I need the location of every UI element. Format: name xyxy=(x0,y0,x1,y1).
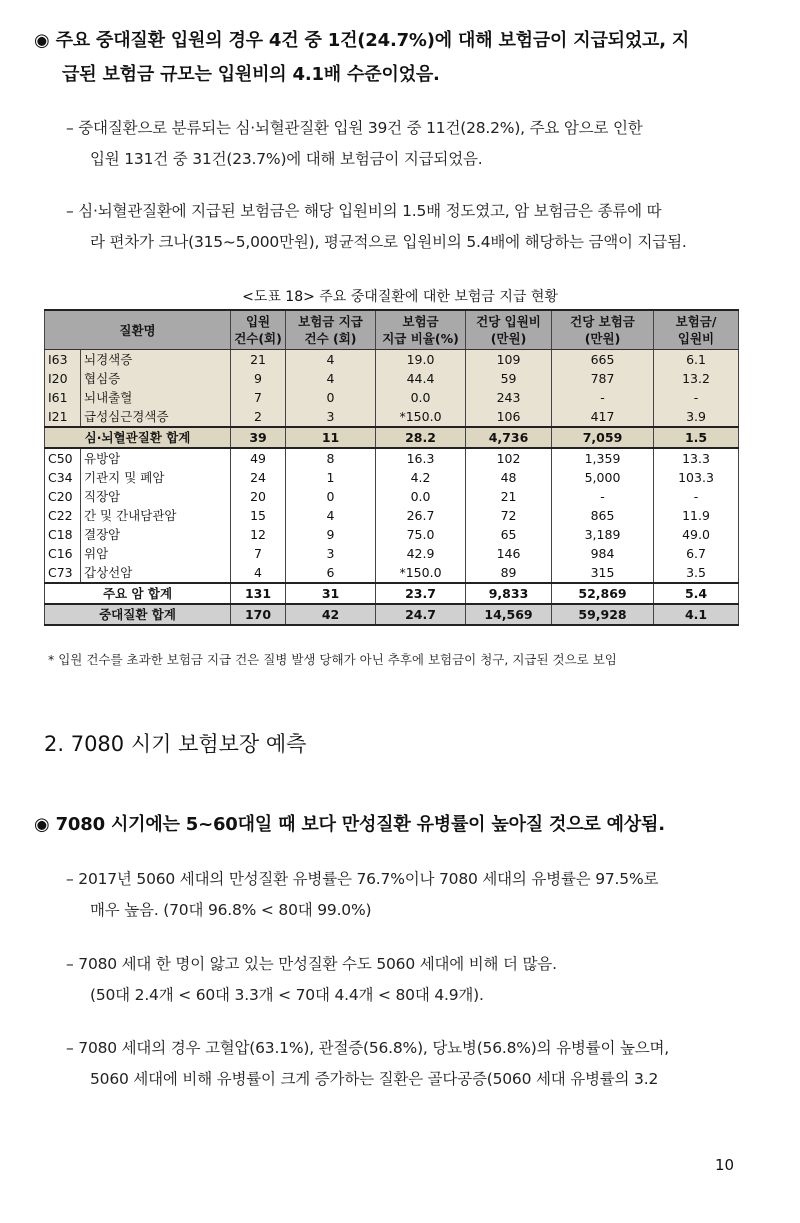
detail-item-5 xyxy=(0,1033,800,1095)
row-benefit: 52,869 xyxy=(552,583,654,604)
row-cost: 14,569 xyxy=(466,604,552,625)
row-name: 갑상선암 xyxy=(81,563,231,583)
row-payouts: 42 xyxy=(286,604,376,625)
row-name: 뇌경색증 xyxy=(81,350,231,370)
row-code: C20 xyxy=(45,487,81,506)
row-name: 중대질환 합계 xyxy=(45,604,231,625)
summary-paragraph xyxy=(0,24,800,92)
row-name: 결장암 xyxy=(81,525,231,544)
row-multiple: 6.7 xyxy=(654,544,739,563)
row-cost: 9,833 xyxy=(466,583,552,604)
row-admissions: 24 xyxy=(231,468,286,487)
row-cost: 102 xyxy=(466,448,552,468)
table-row xyxy=(45,448,739,468)
forecast-line: 7080 시기에는 5~60대일 때 보다 만성질환 유병률이 높아질 것으로 예상됨. xyxy=(55,814,665,835)
row-cost: 243 xyxy=(466,388,552,407)
row-payouts: 6 xyxy=(286,563,376,583)
row-cost: 65 xyxy=(466,525,552,544)
row-payouts: 11 xyxy=(286,427,376,448)
row-cost: 48 xyxy=(466,468,552,487)
row-ratio: *150.0 xyxy=(376,407,466,427)
page-number: 10 xyxy=(715,1156,735,1174)
row-benefit: 5,000 xyxy=(552,468,654,487)
row-payouts: 31 xyxy=(286,583,376,604)
row-multiple: 3.9 xyxy=(654,407,739,427)
row-admissions: 4 xyxy=(231,563,286,583)
row-multiple: 11.9 xyxy=(654,506,739,525)
row-name: 심·뇌혈관질환 합계 xyxy=(45,427,231,448)
col-header-payouts: 보험금 지급 건수 (회) xyxy=(286,310,376,350)
summary-line-2: 급된 보험금 규모는 입원비의 4.1배 수준이었음. xyxy=(62,64,440,85)
row-multiple: 13.2 xyxy=(654,369,739,388)
row-payouts: 4 xyxy=(286,369,376,388)
row-admissions: 7 xyxy=(231,544,286,563)
row-cost: 146 xyxy=(466,544,552,563)
detail-line: – 심·뇌혈관질환에 지급된 보험금은 해당 입원비의 1.5배 정도였고, 암 보험금은 종류에 따 xyxy=(66,202,662,220)
table-body xyxy=(45,350,739,626)
row-admissions: 20 xyxy=(231,487,286,506)
row-code: C50 xyxy=(45,448,81,468)
table-caption: <도표 18> 주요 중대질환에 대한 보험금 지급 현황 xyxy=(242,289,558,305)
row-payouts: 4 xyxy=(286,350,376,370)
table-footnote: * 입원 건수를 초과한 보험금 지급 건은 질병 발생 당해가 아닌 추후에 보험금이 청구, 지급된 것으로 보임 xyxy=(48,652,617,667)
row-benefit: 417 xyxy=(552,407,654,427)
row-admissions: 15 xyxy=(231,506,286,525)
detail-line: – 중대질환으로 분류되는 심·뇌혈관질환 입원 39건 중 11건(28.2%), 주요 암으로 인한 xyxy=(66,119,643,137)
row-code: C22 xyxy=(45,506,81,525)
row-ratio: 23.7 xyxy=(376,583,466,604)
forecast-paragraph xyxy=(0,808,800,842)
row-benefit: 315 xyxy=(552,563,654,583)
row-name: 뇌내출혈 xyxy=(81,388,231,407)
row-code: I63 xyxy=(45,350,81,370)
row-payouts: 0 xyxy=(286,388,376,407)
row-name: 위암 xyxy=(81,544,231,563)
row-multiple: 3.5 xyxy=(654,563,739,583)
detail-line: – 7080 세대의 경우 고혈압(63.1%), 관절증(56.8%), 당뇨병(56.8%)의 유병률이 높으며, xyxy=(66,1039,670,1057)
row-payouts: 3 xyxy=(286,407,376,427)
row-admissions: 170 xyxy=(231,604,286,625)
row-ratio: 16.3 xyxy=(376,448,466,468)
col-header-admissions: 입원 건수(회) xyxy=(231,310,286,350)
row-name: 유방암 xyxy=(81,448,231,468)
table-row xyxy=(45,563,739,583)
row-code: I20 xyxy=(45,369,81,388)
row-benefit: 59,928 xyxy=(552,604,654,625)
row-payouts: 0 xyxy=(286,487,376,506)
row-cost: 72 xyxy=(466,506,552,525)
row-benefit: - xyxy=(552,388,654,407)
row-cost: 106 xyxy=(466,407,552,427)
row-payouts: 1 xyxy=(286,468,376,487)
row-multiple: 49.0 xyxy=(654,525,739,544)
row-name: 급성심근경색증 xyxy=(81,407,231,427)
row-name: 협심증 xyxy=(81,369,231,388)
detail-item-1 xyxy=(0,113,800,175)
detail-item-3 xyxy=(0,864,800,926)
row-ratio: 75.0 xyxy=(376,525,466,544)
detail-line: 매우 높음. (70대 96.8% < 80대 99.0%) xyxy=(90,901,372,919)
row-payouts: 8 xyxy=(286,448,376,468)
row-ratio: *150.0 xyxy=(376,563,466,583)
row-admissions: 21 xyxy=(231,350,286,370)
row-ratio: 28.2 xyxy=(376,427,466,448)
detail-line: 라 편차가 크나(315~5,000만원), 평균적으로 입원비의 5.4배에 해당하는 금액이 지급됨. xyxy=(90,233,687,251)
row-benefit: 787 xyxy=(552,369,654,388)
row-name: 직장암 xyxy=(81,487,231,506)
table-row xyxy=(45,350,739,370)
row-ratio: 42.9 xyxy=(376,544,466,563)
table-row xyxy=(45,506,739,525)
row-benefit: 665 xyxy=(552,350,654,370)
row-ratio: 0.0 xyxy=(376,388,466,407)
col-header-benefit: 건당 보험금 (만원) xyxy=(552,310,654,350)
row-benefit: 1,359 xyxy=(552,448,654,468)
row-cost: 4,736 xyxy=(466,427,552,448)
row-cost: 89 xyxy=(466,563,552,583)
section-heading: 2. 7080 시기 보험보장 예측 xyxy=(44,732,307,756)
row-multiple: - xyxy=(654,487,739,506)
row-code: C18 xyxy=(45,525,81,544)
row-name: 주요 암 합계 xyxy=(45,583,231,604)
row-benefit: 865 xyxy=(552,506,654,525)
detail-item-4 xyxy=(0,949,800,1011)
subtotal-row-cancer xyxy=(45,583,739,604)
row-benefit: 984 xyxy=(552,544,654,563)
row-benefit: - xyxy=(552,487,654,506)
row-ratio: 24.7 xyxy=(376,604,466,625)
row-admissions: 9 xyxy=(231,369,286,388)
table-row xyxy=(45,468,739,487)
row-code: C16 xyxy=(45,544,81,563)
row-name: 간 및 간내담관암 xyxy=(81,506,231,525)
row-admissions: 131 xyxy=(231,583,286,604)
row-multiple: 13.3 xyxy=(654,448,739,468)
col-header-disease: 질환명 xyxy=(45,310,231,350)
row-code: I61 xyxy=(45,388,81,407)
row-code: C34 xyxy=(45,468,81,487)
subtotal-row-cardiovascular xyxy=(45,427,739,448)
table-header-row xyxy=(45,310,739,350)
row-ratio: 19.0 xyxy=(376,350,466,370)
table-row xyxy=(45,487,739,506)
table-row xyxy=(45,525,739,544)
row-benefit: 3,189 xyxy=(552,525,654,544)
bullet-icon: ◉ xyxy=(34,30,50,51)
grand-total-row xyxy=(45,604,739,625)
detail-line: 입원 131건 중 31건(23.7%)에 대해 보험금이 지급되었음. xyxy=(90,150,483,168)
row-multiple: 6.1 xyxy=(654,350,739,370)
row-admissions: 39 xyxy=(231,427,286,448)
row-cost: 109 xyxy=(466,350,552,370)
row-code: I21 xyxy=(45,407,81,427)
row-ratio: 26.7 xyxy=(376,506,466,525)
row-multiple: 1.5 xyxy=(654,427,739,448)
row-admissions: 2 xyxy=(231,407,286,427)
row-multiple: 5.4 xyxy=(654,583,739,604)
row-admissions: 7 xyxy=(231,388,286,407)
table-row xyxy=(45,544,739,563)
row-name: 기관지 및 폐암 xyxy=(81,468,231,487)
detail-line: – 7080 세대 한 명이 앓고 있는 만성질환 수도 5060 세대에 비해 더 많음. xyxy=(66,955,557,973)
row-ratio: 44.4 xyxy=(376,369,466,388)
row-admissions: 49 xyxy=(231,448,286,468)
summary-line-1: 주요 중대질환 입원의 경우 4건 중 1건(24.7%)에 대해 보험금이 지급되었고, 지 xyxy=(55,30,690,51)
table-row xyxy=(45,369,739,388)
col-header-ratio: 보험금 지급 비율(%) xyxy=(376,310,466,350)
row-payouts: 4 xyxy=(286,506,376,525)
detail-line: 5060 세대에 비해 유병률이 크게 증가하는 질환은 골다공증(5060 세대 유병률의 3.2 xyxy=(90,1070,659,1088)
row-code: C73 xyxy=(45,563,81,583)
row-cost: 59 xyxy=(466,369,552,388)
row-multiple: 103.3 xyxy=(654,468,739,487)
row-ratio: 4.2 xyxy=(376,468,466,487)
row-payouts: 3 xyxy=(286,544,376,563)
insurance-payout-table xyxy=(44,309,739,626)
row-ratio: 0.0 xyxy=(376,487,466,506)
detail-item-2 xyxy=(0,196,800,258)
row-payouts: 9 xyxy=(286,525,376,544)
bullet-icon: ◉ xyxy=(34,814,50,835)
row-multiple: - xyxy=(654,388,739,407)
row-cost: 21 xyxy=(466,487,552,506)
col-header-cost: 건당 입원비 (만원) xyxy=(466,310,552,350)
detail-line: (50대 2.4개 < 60대 3.3개 < 70대 4.4개 < 80대 4.9개). xyxy=(90,986,484,1004)
row-multiple: 4.1 xyxy=(654,604,739,625)
row-admissions: 12 xyxy=(231,525,286,544)
row-benefit: 7,059 xyxy=(552,427,654,448)
detail-line: – 2017년 5060 세대의 만성질환 유병률은 76.7%이나 7080 세대의 유병률은 97.5%로 xyxy=(66,870,659,888)
table-row xyxy=(45,407,739,427)
col-header-multiple: 보험금/ 입원비 xyxy=(654,310,739,350)
table-row xyxy=(45,388,739,407)
